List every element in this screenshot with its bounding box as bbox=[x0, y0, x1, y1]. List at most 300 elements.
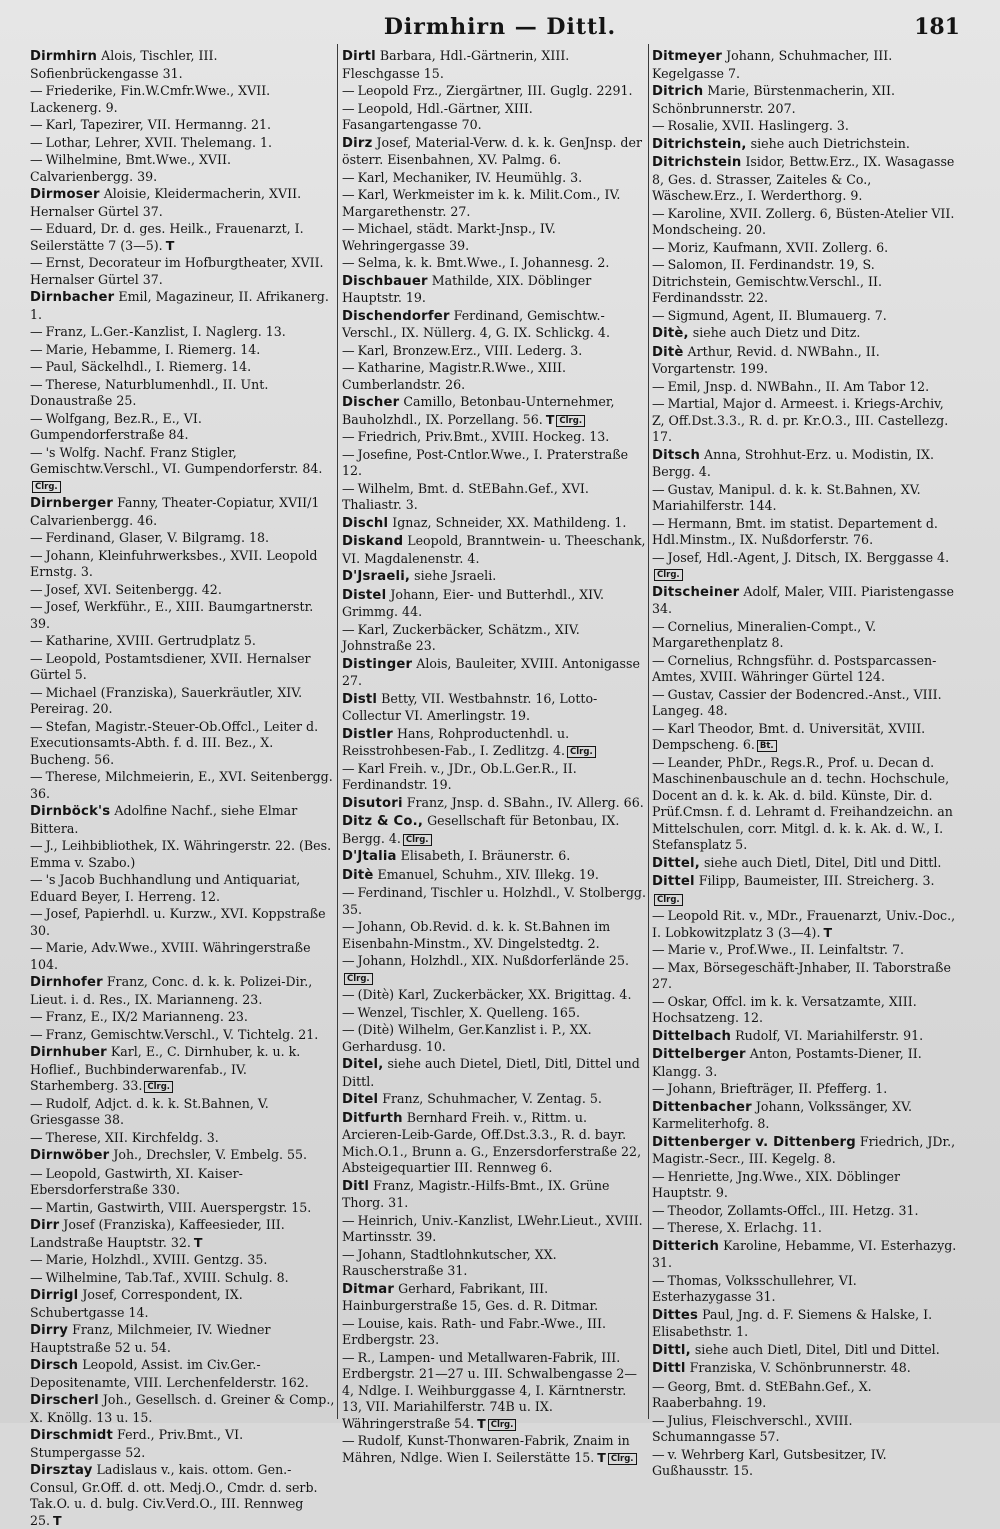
entry-text: Gesellschaft für Betonbau, IX. Bergg. 4. bbox=[342, 813, 620, 846]
entry-text: Franz, Schuhmacher, V. Zentag. 5. bbox=[382, 1091, 602, 1106]
entry-text: Elisabeth, I. Bräunerstr. 6. bbox=[400, 848, 571, 863]
directory-entry bbox=[30, 289, 335, 323]
entry-text: Karoline, XVII. Zollerg. 6, Büsten-Atelier VII. Mondscheing. 20. bbox=[652, 205, 955, 237]
directory-entry bbox=[342, 1213, 647, 1246]
directory-entry bbox=[30, 377, 335, 410]
directory-entry bbox=[652, 257, 957, 307]
entry-text: Martin, Gastwirth, VIII. Auerspergstr. 15. bbox=[45, 1199, 312, 1215]
directory-entry bbox=[342, 568, 647, 586]
continuation-dash: — bbox=[342, 480, 355, 496]
entry-surname: Ditè bbox=[342, 867, 374, 883]
entry-text: Gustav, Cassier der Bodencred.-Anst., VIII. Langeg. 48. bbox=[652, 686, 942, 718]
continuation-dash: — bbox=[30, 599, 43, 614]
continuation-dash: — bbox=[342, 953, 355, 968]
directory-entry bbox=[342, 691, 647, 725]
telephone-mark: T bbox=[597, 1449, 606, 1465]
entry-surname: Ditrichstein bbox=[652, 155, 742, 170]
entry-text: Selma, k. k. Bmt.Wwe., I. Johannesg. 2. bbox=[357, 255, 610, 270]
entry-text: Oskar, Offcl. im k. k. Versatzamte, XIII. Hochsatzeng. 12. bbox=[652, 993, 917, 1025]
directory-entry bbox=[652, 1360, 957, 1378]
directory-entry bbox=[342, 622, 647, 655]
directory-entry bbox=[30, 940, 335, 973]
continuation-dash: — bbox=[30, 1269, 43, 1285]
continuation-dash: — bbox=[652, 720, 665, 736]
directory-entry bbox=[652, 1134, 957, 1168]
directory-entry bbox=[342, 255, 647, 272]
continuation-dash: — bbox=[30, 872, 43, 887]
entry-surname: Ditè, bbox=[652, 326, 689, 341]
continuation-dash: — bbox=[342, 342, 355, 358]
entry-surname: Dischendorfer bbox=[342, 308, 450, 324]
entry-text: Ferd., Priv.Bmt., VI. Stumpergasse 52. bbox=[30, 1427, 244, 1460]
directory-entry bbox=[652, 1046, 957, 1080]
continuation-dash: — bbox=[652, 618, 665, 634]
directory-entry bbox=[342, 656, 647, 690]
clearing-badge: Clrg. bbox=[344, 973, 373, 985]
directory-entry bbox=[30, 685, 335, 718]
entry-text: Salomon, II. Ferdinandstr. 19, S. Ditrichstein, Gemischtw.Verschl., II. Ferdinandsstr. 22. bbox=[652, 257, 883, 305]
entry-text: Isidor, Bettw.Erz., IX. Wasagasse 8, Ges. d. Strasser, Zaiteles & Co., Wäschew.Erz., I. Werderthorg. 9. bbox=[652, 154, 955, 203]
continuation-dash: — bbox=[30, 341, 43, 357]
entry-text: Emanuel, Schuhm., XIV. Illekg. 19. bbox=[377, 866, 599, 882]
directory-entry bbox=[30, 221, 335, 254]
entry-text: Cornelius, Rchngsführ. d. Postsparcassen-Amtes, XVIII. Währinger Gürtel 124. bbox=[652, 652, 937, 684]
entry-text: Josef, Werkführ., E., XIII. Baumgartnerstr. 39. bbox=[30, 599, 314, 631]
entry-text: Marie, Bürstenmacherin, XII. Schönbrunnerstr. 207. bbox=[652, 83, 895, 116]
directory-entry bbox=[342, 1091, 647, 1109]
clearing-badge: Clrg. bbox=[567, 746, 596, 758]
directory-entry bbox=[652, 1379, 957, 1412]
continuation-dash: — bbox=[30, 221, 43, 236]
entry-surname: Dirtl bbox=[342, 49, 376, 64]
entry-text: Leopold Rit. v., MDr., Frauenarzt, Univ.-Doc., I. Lobkowitzplatz 3 (3—4). bbox=[652, 908, 956, 940]
directory-entry bbox=[652, 855, 957, 873]
continuation-dash: — bbox=[30, 633, 43, 648]
entry-surname: Ditel bbox=[342, 1092, 379, 1107]
continuation-dash: — bbox=[30, 940, 43, 955]
continuation-dash: — bbox=[342, 760, 355, 776]
directory-entry bbox=[30, 582, 335, 599]
running-head: Dirmhirn — Dittl. bbox=[383, 14, 617, 40]
directory-entry bbox=[30, 1252, 335, 1269]
directory-entry bbox=[30, 324, 335, 341]
continuation-dash: — bbox=[652, 1202, 665, 1218]
directory-entry bbox=[30, 411, 335, 444]
entry-text: Heinrich, Univ.-Kanzlist, LWehr.Lieut., XVIII. Martinsstr. 39. bbox=[342, 1212, 643, 1244]
entry-text: Johann, Ob.Revid. d. k. k. St.Bahnen im Eisenbahn-Minstm., XV. Dingelstedtg. 2. bbox=[342, 919, 611, 951]
continuation-dash: — bbox=[30, 1165, 43, 1181]
continuation-dash: — bbox=[652, 118, 665, 133]
continuation-dash: — bbox=[652, 205, 665, 221]
entry-text: 's Wolfg. Nachf. Franz Stigler, Gemischtw.Verschl., VI. Gumpendorferstr. 84. bbox=[30, 444, 323, 476]
continuation-dash: — bbox=[652, 1168, 665, 1184]
directory-entry bbox=[30, 1392, 335, 1426]
entry-text: Leopold, Gastwirth, XI. Kaiser-Ebersdorferstraße 330. bbox=[30, 1165, 243, 1197]
entry-text: Johann, Eier- und Butterhdl., XIV. Grimmg. 44. bbox=[342, 586, 605, 619]
directory-entry bbox=[342, 447, 647, 480]
directory-entry bbox=[342, 953, 647, 986]
directory-entry bbox=[652, 136, 957, 154]
column-3 bbox=[652, 48, 957, 1478]
entry-text: Anna, Strohhut-Erz. u. Modistin, IX. Bergg. 4. bbox=[652, 446, 934, 479]
entry-surname: Dirrigl bbox=[30, 1288, 79, 1303]
directory-entry bbox=[652, 48, 957, 82]
continuation-dash: — bbox=[30, 1252, 43, 1267]
entry-text: Katharine, Magistr.R.Wwe., XIII. Cumberlandstr. 26. bbox=[342, 360, 567, 392]
entry-text: Friederike, Fin.W.Cmfr.Wwe., XVII. Lackenerg. 9. bbox=[30, 83, 271, 115]
continuation-dash: — bbox=[342, 1315, 355, 1331]
entry-text: Therese, Milchmeierin, E., XVI. Seitenbergg. 36. bbox=[30, 769, 333, 801]
continuation-dash: — bbox=[30, 83, 43, 98]
entry-text: Marie, Holzhdl., XVIII. Gentzg. 35. bbox=[45, 1252, 268, 1267]
continuation-dash: — bbox=[342, 360, 355, 375]
continuation-dash: — bbox=[30, 769, 43, 784]
entry-text: Joh., Gesellsch. d. Greiner & Comp., X. Knöllg. 13 u. 15. bbox=[30, 1392, 335, 1425]
entry-text: Adolfine Nachf., siehe Elmar Bittera. bbox=[30, 803, 298, 836]
entry-text: Barbara, Hdl.-Gärtnerin, XIII. Fleschgasse 15. bbox=[342, 48, 570, 81]
entry-text: Johann, Kleinfuhrwerksbes., XVII. Leopold Ernstg. 3. bbox=[30, 547, 318, 579]
continuation-dash: — bbox=[652, 993, 665, 1009]
entry-surname: Ditmar bbox=[342, 1281, 395, 1297]
directory-entry bbox=[652, 1028, 957, 1046]
entry-text: Karl Freih. v., JDr., Ob.L.Ger.R., II. Ferdinandstr. 19. bbox=[342, 760, 577, 792]
entry-surname: Ditmeyer bbox=[652, 49, 723, 64]
continuation-dash: — bbox=[30, 1129, 43, 1145]
directory-entry bbox=[342, 1281, 647, 1315]
directory-entry bbox=[652, 1220, 957, 1237]
entry-text: Stefan, Magistr.-Steuer-Ob.Offcl., Leiter d. Executionsamts-Abth. f. d. III. Bez., X. Bucheng. 56. bbox=[30, 718, 319, 767]
entry-text: Bernhard Freih. v., Rittm. u. Arcieren-Leib-Garde, Off.Dst.3.3., R. d. bayr. Mich.O.1., Brunn a. G., Enzersdorferstraße 22, Absteigequartier III. Rennweg 6. bbox=[342, 1109, 642, 1175]
entry-text: Franz, Gemischtw.Verschl., V. Tichtelg. 21. bbox=[45, 1026, 319, 1042]
entry-text: Ferdinand, Gemischtw.-Verschl., IX. Nüllerg. 4, G. IX. Schlickg. 4. bbox=[342, 307, 610, 340]
directory-entry bbox=[652, 994, 957, 1027]
directory-entry bbox=[342, 813, 647, 847]
directory-entry bbox=[342, 515, 647, 533]
entry-text: Therese, Naturblumenhdl., II. Unt. Donaustraße 25. bbox=[30, 376, 269, 408]
directory-entry bbox=[342, 1178, 647, 1212]
directory-entry bbox=[652, 1203, 957, 1220]
telephone-mark: T bbox=[477, 1415, 486, 1431]
entry-text: Karl, Mechaniker, IV. Heumühlg. 3. bbox=[357, 169, 583, 185]
continuation-dash: — bbox=[342, 255, 355, 270]
continuation-dash: — bbox=[30, 359, 43, 374]
continuation-dash: — bbox=[30, 530, 43, 545]
entry-text: Ferdinand, Glaser, V. Bilgramg. 18. bbox=[45, 530, 269, 545]
entry-surname: Dirnböck's bbox=[30, 804, 111, 819]
entry-text: Leopold, Postamtsdiener, XVII. Hernalser Gürtel 5. bbox=[30, 650, 311, 682]
entry-text: Henriette, Jng.Wwe., XIX. Döblinger Hauptstr. 9. bbox=[652, 1168, 900, 1200]
clearing-badge: Clrg. bbox=[654, 569, 683, 581]
continuation-dash: — bbox=[30, 134, 43, 150]
continuation-dash: — bbox=[30, 255, 43, 270]
directory-entry bbox=[30, 803, 335, 837]
directory-entry bbox=[652, 873, 957, 907]
telephone-mark: T bbox=[53, 1512, 62, 1528]
entry-surname: Dirmhirn bbox=[30, 49, 98, 64]
entry-text: Franz, E., IX/2 Marianneng. 23. bbox=[45, 1009, 248, 1024]
entry-text: Aloisie, Kleidermacherin, XVII. Hernalser Gürtel 37. bbox=[30, 186, 302, 219]
telephone-mark: T bbox=[823, 924, 833, 940]
entry-text: Therese, X. Erlachg. 11. bbox=[667, 1220, 822, 1235]
column-2 bbox=[342, 48, 647, 1465]
telephone-mark: T bbox=[545, 411, 555, 427]
continuation-dash: — bbox=[652, 959, 665, 975]
entry-surname: Dischbauer bbox=[342, 273, 428, 289]
entry-text: siehe auch Dietl, Ditel, Ditl und Dittel. bbox=[694, 1341, 940, 1357]
directory-entry bbox=[652, 344, 957, 378]
continuation-dash: — bbox=[342, 221, 355, 236]
entry-text: siehe auch Dietz und Ditz. bbox=[692, 325, 861, 340]
entry-text: Marie, Adv.Wwe., XVIII. Währingerstraße 104. bbox=[30, 940, 311, 972]
entry-text: Leopold Frz., Ziergärtner, III. Guglg. 2291. bbox=[357, 83, 633, 98]
entry-surname: Dittel bbox=[652, 874, 695, 889]
directory-entry bbox=[30, 1166, 335, 1199]
entry-text: Wenzel, Tischler, X. Quelleng. 165. bbox=[357, 1004, 580, 1020]
continuation-dash: — bbox=[30, 410, 43, 426]
entry-text: Karoline, Hebamme, VI. Esterhazyg. 31. bbox=[652, 1237, 957, 1270]
continuation-dash: — bbox=[652, 239, 665, 255]
entry-surname: Ditsch bbox=[652, 447, 701, 463]
telephone-mark: T bbox=[193, 1234, 203, 1250]
entry-text: (Ditè) Karl, Zuckerbäcker, XX. Brigittag. 4. bbox=[357, 987, 632, 1002]
entry-surname: Distler bbox=[342, 726, 393, 742]
entry-text: Karl, Werkmeister im k. k. Milit.Com., IV. Margarethenstr. 27. bbox=[342, 187, 621, 219]
continuation-dash: — bbox=[342, 100, 355, 116]
continuation-dash: — bbox=[30, 376, 43, 392]
entry-text: Ignaz, Schneider, XX. Mathildeng. 1. bbox=[392, 514, 627, 530]
continuation-dash: — bbox=[652, 652, 665, 668]
continuation-dash: — bbox=[30, 1199, 43, 1215]
entry-text: Josef, Material-Verw. d. k. k. GenJnsp. der österr. Eisenbahnen, XV. Palmg. 6. bbox=[342, 134, 642, 167]
directory-entry bbox=[652, 687, 957, 720]
continuation-dash: — bbox=[342, 446, 355, 462]
continuation-dash: — bbox=[652, 1446, 665, 1462]
entry-text: Ferdinand, Tischler u. Holzhdl., V. Stolbergg. 35. bbox=[342, 885, 646, 917]
entry-text: Wilhelmine, Bmt.Wwe., XVII. Calvarienbergg. 39. bbox=[30, 152, 231, 184]
directory-entry bbox=[30, 117, 335, 134]
directory-entry bbox=[342, 1110, 647, 1177]
page-number: 181 bbox=[914, 14, 960, 40]
directory-entry bbox=[30, 1200, 335, 1217]
entry-surname: Diskand bbox=[342, 534, 404, 549]
entry-text: Franz, Jnsp. d. SBahn., IV. Allerg. 66. bbox=[406, 794, 644, 810]
directory-entry bbox=[30, 186, 335, 220]
directory-entry bbox=[652, 1238, 957, 1272]
continuation-dash: — bbox=[652, 515, 665, 531]
entry-text: Johann, Briefträger, II. Pfefferg. 1. bbox=[667, 1081, 888, 1096]
directory-entry bbox=[652, 447, 957, 481]
entry-text: J., Leihbibliothek, IX. Währingerstr. 22. (Bes. Emma v. Szabo.) bbox=[30, 838, 332, 870]
directory-entry bbox=[30, 719, 335, 769]
directory-entry bbox=[342, 170, 647, 187]
entry-text: Franz, Magistr.-Hilfs-Bmt., IX. Grüne Thorg. 31. bbox=[342, 1177, 610, 1210]
entry-text: Arthur, Revid. d. NWBahn., II. Vorgartenstr. 199. bbox=[652, 343, 880, 376]
entry-surname: Ditel, bbox=[342, 1057, 384, 1072]
directory-entry bbox=[652, 118, 957, 135]
directory-entry bbox=[30, 152, 335, 185]
continuation-dash: — bbox=[652, 1412, 665, 1428]
entry-text: Anton, Postamts-Diener, II. Klangg. 3. bbox=[652, 1046, 922, 1079]
entry-text: Franz, L.Ger.-Kanzlist, I. Naglerg. 13. bbox=[45, 324, 286, 339]
continuation-dash: — bbox=[30, 1026, 43, 1042]
directory-entry bbox=[342, 1350, 647, 1433]
continuation-dash: — bbox=[652, 481, 665, 497]
directory-entry bbox=[30, 1044, 335, 1095]
entry-surname: Ditscheiner bbox=[652, 584, 740, 600]
continuation-dash: — bbox=[30, 444, 43, 460]
continuation-dash: — bbox=[342, 1022, 355, 1037]
entry-text: Emil, Jnsp. d. NWBahn., II. Am Tabor 12. bbox=[667, 378, 930, 394]
entry-surname: Dittelbach bbox=[652, 1028, 732, 1044]
directory-entry bbox=[30, 1027, 335, 1044]
entry-text: Georg, Bmt. d. StEBahn.Gef., X. Raaberbahng. 19. bbox=[652, 1378, 872, 1410]
directory-entry bbox=[342, 101, 647, 134]
entry-surname: Dischl bbox=[342, 515, 389, 531]
continuation-dash: — bbox=[342, 169, 355, 185]
entry-text: Betty, VII. Westbahnstr. 16, Lotto-Collectur VI. Amerlingstr. 19. bbox=[342, 690, 598, 723]
directory-entry bbox=[652, 1307, 957, 1341]
entry-text: R., Lampen- und Metallwaren-Fabrik, III. Erdbergstr. 21—27 u. III. Schwalbengasse 2—4, Ndlge. I. Weihburggasse 4, I. Kärntnerstr. 13, VII. Mariahilferstr. 74B u. IX. Währingerstraße 54. bbox=[342, 1349, 638, 1431]
column-1 bbox=[30, 48, 335, 1528]
directory-entry bbox=[652, 240, 957, 257]
directory-entry bbox=[30, 1096, 335, 1129]
entry-surname: Dirsch bbox=[30, 1358, 79, 1373]
page-header bbox=[0, 6, 1000, 40]
directory-entry bbox=[30, 1147, 335, 1165]
entry-text: Marie v., Prof.Wwe., II. Leinfaltstr. 7. bbox=[667, 942, 904, 957]
entry-text: Rudolf, VI. Mariahilferstr. 91. bbox=[735, 1027, 924, 1043]
directory-entry bbox=[342, 221, 647, 254]
directory-entry bbox=[30, 974, 335, 1008]
entry-text: siehe auch Dietel, Dietl, Ditl, Dittel und Dittl. bbox=[342, 1056, 640, 1089]
entry-text: Max, Börsegeschäft-Jnhaber, II. Taborstraße 27. bbox=[652, 959, 951, 991]
directory-entry bbox=[652, 325, 957, 343]
directory-entry bbox=[342, 795, 647, 813]
directory-entry bbox=[652, 942, 957, 959]
continuation-dash: — bbox=[30, 152, 43, 167]
continuation-dash: — bbox=[652, 257, 665, 272]
entry-text: Wilhelm, Bmt. d. StEBahn.Gef., XVI. Thaliastr. 3. bbox=[342, 480, 589, 512]
entry-surname: Dirschmidt bbox=[30, 1428, 114, 1443]
entry-text: Martial, Major d. Armeest. i. Kriegs-Archiv, Z, Off.Dst.3.3., R. d. pr. Kr.O.3., III. Castellezg. 17. bbox=[652, 396, 949, 444]
directory-entry bbox=[652, 206, 957, 239]
entry-surname: Dittenberger v. Dittenberg bbox=[652, 1134, 856, 1150]
directory-entry bbox=[342, 273, 647, 307]
entry-text: Marie, Hebamme, I. Riemerg. 14. bbox=[45, 341, 261, 357]
entry-text: Julius, Fleischverschl., XVIII. Schumanngasse 57. bbox=[652, 1412, 853, 1444]
directory-entry bbox=[30, 906, 335, 939]
entry-text: Fanny, Theater-Copiatur, XVII/1 Calvarienbergg. 46. bbox=[30, 495, 320, 528]
continuation-dash: — bbox=[342, 919, 355, 934]
directory-entry bbox=[30, 1270, 335, 1287]
entry-text: Eduard, Dr. d. ges. Heilk., Frauenarzt, I. Seilerstätte 7 (3—5). bbox=[30, 221, 304, 253]
directory-entry bbox=[30, 838, 335, 871]
directory-entry bbox=[30, 342, 335, 359]
entry-text: Sigmund, Agent, II. Blumauerg. 7. bbox=[667, 307, 887, 323]
continuation-dash: — bbox=[30, 581, 43, 597]
entry-text: siehe auch Dietl, Ditel, Ditl und Dittl. bbox=[703, 854, 942, 870]
directory-entry bbox=[652, 721, 957, 754]
entry-text: Leopold, Branntwein- u. Theeschank, VI. Magdalenenstr. 4. bbox=[342, 533, 646, 566]
clearing-badge: Clrg. bbox=[488, 1419, 517, 1431]
clearing-badge: Clrg. bbox=[32, 481, 61, 493]
entry-surname: Dittes bbox=[652, 1307, 699, 1323]
entry-surname: Distl bbox=[342, 691, 378, 707]
directory-entry bbox=[30, 48, 335, 82]
entry-text: Rudolf, Kunst-Thonwaren-Fabrik, Znaim in Mähren, Ndlge. Wien I. Seilerstätte 15. bbox=[342, 1433, 630, 1465]
entry-text: Cornelius, Mineralien-Compt., V. Margarethenplatz 8. bbox=[652, 618, 877, 650]
continuation-dash: — bbox=[342, 1246, 355, 1262]
entry-text: Alois, Bauleiter, XVIII. Antonigasse 27. bbox=[342, 655, 640, 688]
directory-entry bbox=[652, 1413, 957, 1446]
entry-text: Karl, Bronzew.Erz., VIII. Lederg. 3. bbox=[357, 342, 583, 358]
directory-entry bbox=[342, 1005, 647, 1022]
directory-entry bbox=[30, 1427, 335, 1461]
directory-entry bbox=[652, 308, 957, 325]
entry-surname: Ditfurth bbox=[342, 1110, 403, 1126]
entry-text: Rudolf, Adjct. d. k. k. St.Bahnen, V. Griesgasse 38. bbox=[30, 1095, 269, 1127]
directory-entry bbox=[30, 1462, 335, 1529]
entry-text: Camillo, Betonbau-Unternehmer, Bauholzhdl., IX. Porzellang. 56. bbox=[342, 394, 615, 427]
directory-entry bbox=[652, 653, 957, 686]
entry-surname: Dittel, bbox=[652, 855, 700, 871]
directory-entry bbox=[342, 885, 647, 918]
entry-surname: Dirnwöber bbox=[30, 1148, 110, 1163]
entry-text: Lothar, Lehrer, XVII. Thelemang. 1. bbox=[45, 134, 273, 150]
clearing-badge: Clrg. bbox=[654, 894, 683, 906]
clearing-badge: Clrg. bbox=[608, 1453, 637, 1465]
continuation-dash: — bbox=[652, 686, 665, 702]
entry-text: Leopold, Assist. im Civ.Ger.-Depositenamte, VIII. Lerchenfelderstr. 162. bbox=[30, 1357, 309, 1390]
entry-surname: Dirnhofer bbox=[30, 975, 103, 990]
continuation-dash: — bbox=[342, 987, 355, 1002]
entry-surname: Ditrichstein, bbox=[652, 136, 747, 152]
entry-text: v. Wehrberg Karl, Gutsbesitzer, IV. Gußhausstr. 15. bbox=[652, 1446, 887, 1478]
entry-surname: Dirsztay bbox=[30, 1463, 93, 1478]
continuation-dash: — bbox=[652, 1081, 665, 1096]
directory-entry bbox=[342, 1247, 647, 1280]
directory-entry bbox=[30, 1217, 335, 1251]
directory-entry bbox=[652, 1169, 957, 1202]
directory-entry bbox=[342, 587, 647, 621]
directory-entry bbox=[30, 495, 335, 529]
entry-text: Leander, PhDr., Regs.R., Prof. u. Decan d. Maschinenbauschule an d. techn. Hochschule, Docent an d. k. k. Ak. d. bild. Künste, Dir. d. Prüf.Cmsn. f. d. Lehramt d. Freihandzeichn. an Mittelschulen, corr. Mitgl. d. k. k. Ak. d. W., I. Stefansplatz 5. bbox=[652, 754, 953, 852]
entry-surname: Dirnbacher bbox=[30, 290, 115, 305]
directory-entry bbox=[342, 1316, 647, 1349]
directory-entry bbox=[342, 1433, 647, 1466]
directory-entry bbox=[30, 872, 335, 905]
entry-text: Therese, XII. Kirchfeldg. 3. bbox=[45, 1129, 219, 1145]
continuation-dash: — bbox=[342, 1433, 355, 1448]
directory-entry bbox=[652, 396, 957, 446]
entry-text: Wolfgang, Bez.R., E., VI. Gumpendorferstraße 84. bbox=[30, 410, 202, 442]
directory-entry bbox=[652, 619, 957, 652]
directory-entry bbox=[652, 550, 957, 583]
directory-entry bbox=[342, 1056, 647, 1090]
entry-surname: Ditterich bbox=[652, 1238, 720, 1254]
continuation-dash: — bbox=[652, 549, 665, 565]
directory-entry bbox=[30, 445, 335, 495]
entry-text: Leopold, Hdl.-Gärtner, XIII. Fasangartengasse 70. bbox=[342, 100, 533, 132]
continuation-dash: — bbox=[652, 908, 665, 923]
entry-text: Friedrich, JDr., Magistr.-Secr., III. Kegelg. 8. bbox=[652, 1133, 956, 1166]
continuation-dash: — bbox=[30, 324, 43, 339]
continuation-dash: — bbox=[342, 621, 355, 637]
entry-surname: Dirry bbox=[30, 1323, 69, 1338]
continuation-dash: — bbox=[342, 1004, 355, 1020]
entry-text: Joh., Drechsler, V. Embelg. 55. bbox=[113, 1147, 308, 1162]
entry-text: Rosalie, XVII. Haslingerg. 3. bbox=[667, 118, 849, 133]
